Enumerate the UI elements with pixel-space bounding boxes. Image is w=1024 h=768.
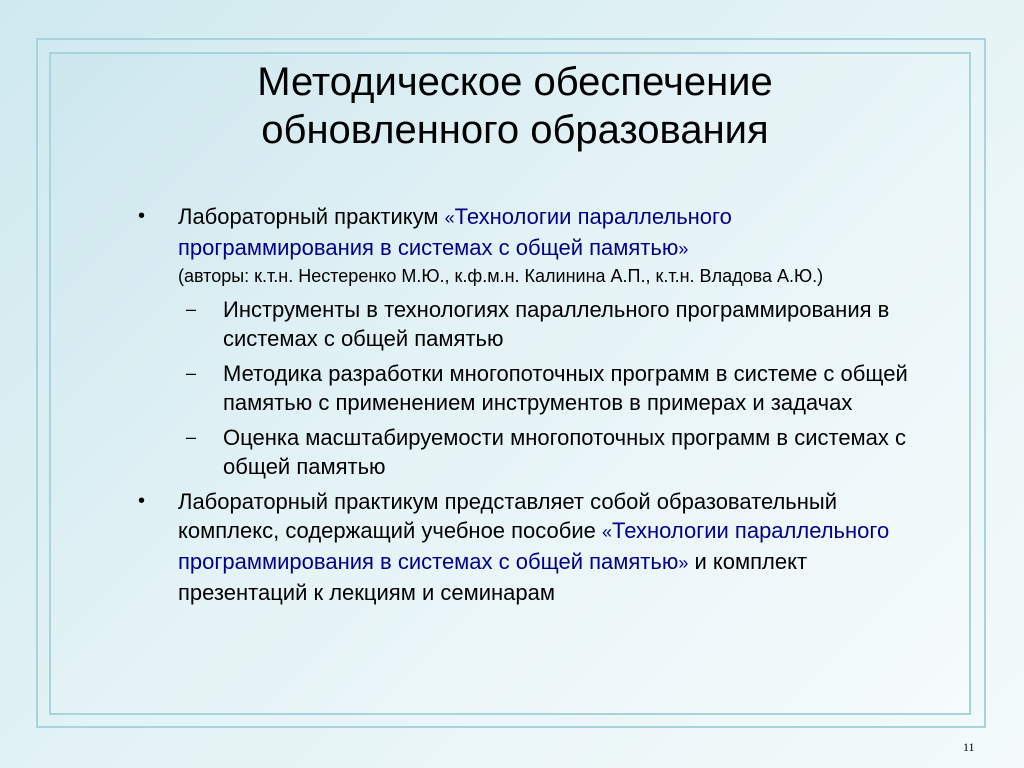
item-2-quote-close: »: [678, 553, 689, 573]
slide-title: [100, 58, 930, 154]
slide-content: [135, 202, 925, 607]
sub-item-2: [135, 359, 925, 417]
page-number: 11: [963, 740, 975, 754]
dash-icon: –: [186, 363, 197, 383]
item-1-quote-text: Технологии параллельного программирования в системах с общей памятью: [178, 204, 732, 260]
item-1-lead: Лабораторный практикум: [178, 204, 445, 229]
title-line-2: обновленного образования: [261, 108, 769, 152]
sub-item-1: [135, 295, 925, 353]
item-2-quote-open: «: [602, 522, 613, 542]
bullet-item-2: [135, 487, 925, 607]
sub-item-2-text: Методика разработки многопоточных программ в системе с общей памятью с применением инструментов в примерах и задачах: [223, 361, 908, 415]
dash-icon: –: [186, 299, 197, 319]
sub-list: [135, 295, 925, 481]
item-2-tail: и комплект презентаций к лекциям и семинарам: [178, 549, 808, 605]
sub-item-1-text: Инструменты в технологиях параллельного программирования в системах с общей памятью: [223, 297, 890, 351]
bullet-icon: •: [138, 205, 146, 227]
item-2-quote-text: Технологии параллельного программирования в системах с общей памятью: [178, 518, 890, 574]
item-1-authors-note: (авторы: к.т.н. Нестеренко М.Ю., к.ф.м.н. Калинина А.П., к.т.н. Владова А.Ю.): [178, 266, 824, 286]
item-2-lead: Лабораторный практикум представляет собой образовательный комплекс, содержащий учебное пособие: [178, 489, 838, 543]
bullet-item-1: [135, 202, 925, 289]
dash-icon: –: [186, 427, 197, 447]
bullet-icon: •: [138, 490, 146, 512]
sub-item-3-text: Оценка масштабируемости многопоточных программ в системах с общей памятью: [223, 425, 907, 479]
item-1-quote-close: »: [678, 239, 689, 259]
sub-item-3: [135, 423, 925, 481]
item-1-quote-open: «: [444, 208, 455, 228]
title-line-1: Методическое обеспечение: [257, 60, 773, 104]
